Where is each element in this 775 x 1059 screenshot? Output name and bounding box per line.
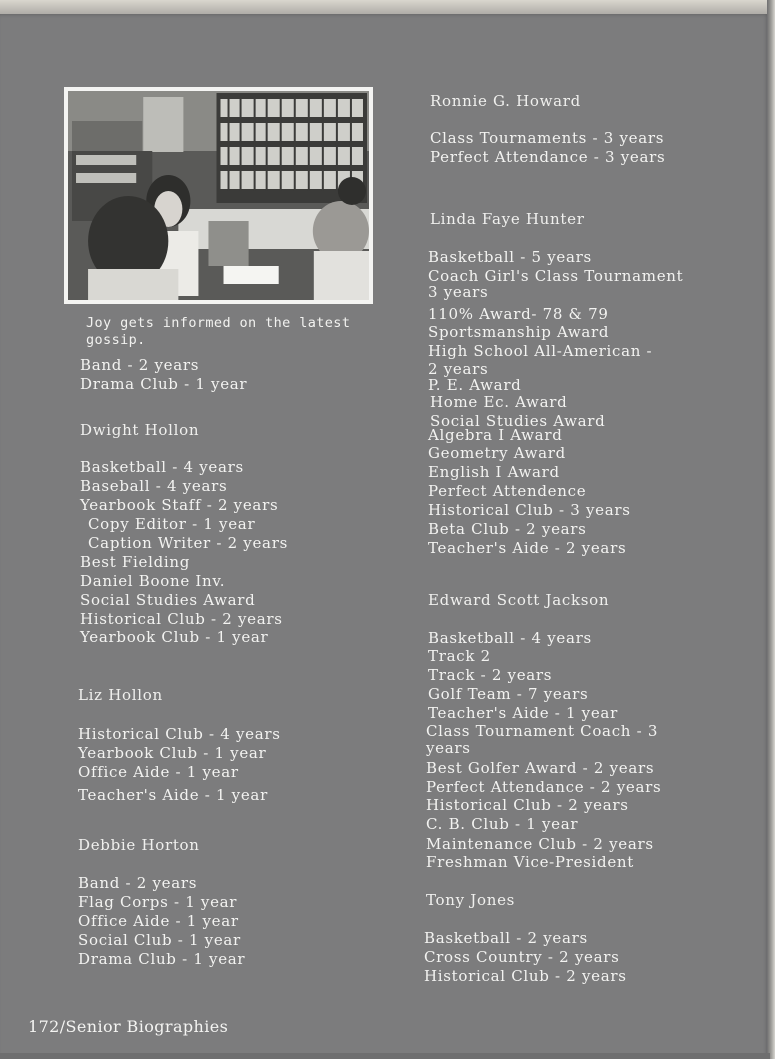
- right-activity-line: years: [426, 739, 471, 757]
- left-student-name: Dwight Hollon: [80, 421, 200, 439]
- right-activity-line: High School All-American -: [428, 342, 653, 360]
- left-student-name: Debbie Horton: [78, 836, 200, 854]
- left-activity-line: Copy Editor - 1 year: [88, 515, 256, 533]
- photo-caption: Joy gets informed on the latest gossip.: [86, 315, 351, 348]
- left-activity-line: Teacher's Aide - 1 year: [78, 786, 268, 804]
- right-activity-line: 3 years: [428, 283, 489, 301]
- right-activity-line: Track 2: [428, 647, 491, 665]
- right-activity-line: Sportsmanship Award: [428, 323, 610, 341]
- right-activity-line: Basketball - 5 years: [428, 248, 592, 266]
- right-activity-line: Perfect Attendance - 2 years: [426, 778, 662, 796]
- left-activity-line: Historical Club - 2 years: [80, 610, 283, 628]
- left-student-name: Liz Hollon: [78, 686, 163, 704]
- right-student-name: Edward Scott Jackson: [428, 591, 610, 609]
- left-activity-line: Daniel Boone Inv.: [80, 572, 226, 590]
- right-activity-line: Golf Team - 7 years: [428, 685, 589, 703]
- left-activity-line: Social Club - 1 year: [78, 931, 241, 949]
- left-activity-line: Drama Club - 1 year: [80, 375, 248, 393]
- right-activity-line: Historical Club - 2 years: [426, 796, 629, 814]
- page-footer: 172/Senior Biographies: [28, 1017, 229, 1036]
- right-activity-line: Class Tournament Coach - 3: [426, 722, 659, 740]
- right-activity-line: Best Golfer Award - 2 years: [426, 759, 655, 777]
- right-activity-line: Maintenance Club - 2 years: [426, 835, 654, 853]
- right-student-name: Ronnie G. Howard: [430, 92, 581, 110]
- right-activity-line: Historical Club - 3 years: [428, 501, 631, 519]
- right-activity-line: Track - 2 years: [428, 666, 553, 684]
- page-bottom-edge: [0, 1053, 770, 1059]
- right-activity-line: Geometry Award: [428, 444, 566, 462]
- right-activity-line: 2 years: [428, 360, 489, 378]
- left-activity-line: Band - 2 years: [78, 874, 198, 892]
- right-activity-line: Class Tournaments - 3 years: [430, 129, 665, 147]
- left-activity-line: Office Aide - 1 year: [78, 763, 239, 781]
- right-activity-line: Coach Girl's Class Tournament: [428, 267, 684, 285]
- right-activity-line: 110% Award- 78 & 79: [428, 305, 609, 323]
- right-activity-line: Cross Country - 2 years: [424, 948, 620, 966]
- left-activity-line: Flag Corps - 1 year: [78, 893, 238, 911]
- right-activity-line: Algebra I Award: [428, 426, 563, 444]
- library-photo-image: [68, 91, 369, 300]
- right-activity-line: Home Ec. Award: [430, 393, 568, 411]
- left-activity-line: Basketball - 4 years: [80, 458, 244, 476]
- left-activity-line: Caption Writer - 2 years: [88, 534, 288, 552]
- left-activity-line: Historical Club - 4 years: [78, 725, 281, 743]
- right-activity-line: Freshman Vice-President: [426, 853, 635, 871]
- left-activity-line: Yearbook Club - 1 year: [80, 628, 269, 646]
- left-activity-line: Baseball - 4 years: [80, 477, 228, 495]
- right-activity-line: Beta Club - 2 years: [428, 520, 587, 538]
- right-activity-line: C. B. Club - 1 year: [426, 815, 579, 833]
- right-activity-line: Social Studies Award: [430, 412, 606, 430]
- right-student-name: Tony Jones: [426, 891, 516, 909]
- page-edge: [767, 0, 775, 1059]
- right-student-name: Linda Faye Hunter: [430, 210, 585, 228]
- left-activity-line: Yearbook Staff - 2 years: [80, 496, 279, 514]
- library-photo: [64, 87, 373, 304]
- right-activity-line: Perfect Attendence: [428, 482, 587, 500]
- left-activity-line: Drama Club - 1 year: [78, 950, 246, 968]
- right-activity-line: Teacher's Aide - 2 years: [428, 539, 627, 557]
- right-activity-line: P. E. Award: [428, 376, 522, 394]
- right-activity-line: Perfect Attendance - 3 years: [430, 148, 666, 166]
- left-activity-line: Social Studies Award: [80, 591, 256, 609]
- right-activity-line: Teacher's Aide - 1 year: [428, 704, 618, 722]
- left-activity-line: Band - 2 years: [80, 356, 200, 374]
- right-activity-line: Basketball - 2 years: [424, 929, 588, 947]
- right-activity-line: Historical Club - 2 years: [424, 967, 627, 985]
- right-activity-line: Basketball - 4 years: [428, 629, 592, 647]
- left-activity-line: Best Fielding: [80, 553, 191, 571]
- left-activity-line: Yearbook Club - 1 year: [78, 744, 267, 762]
- right-activity-line: English I Award: [428, 463, 560, 481]
- left-activity-line: Office Aide - 1 year: [78, 912, 239, 930]
